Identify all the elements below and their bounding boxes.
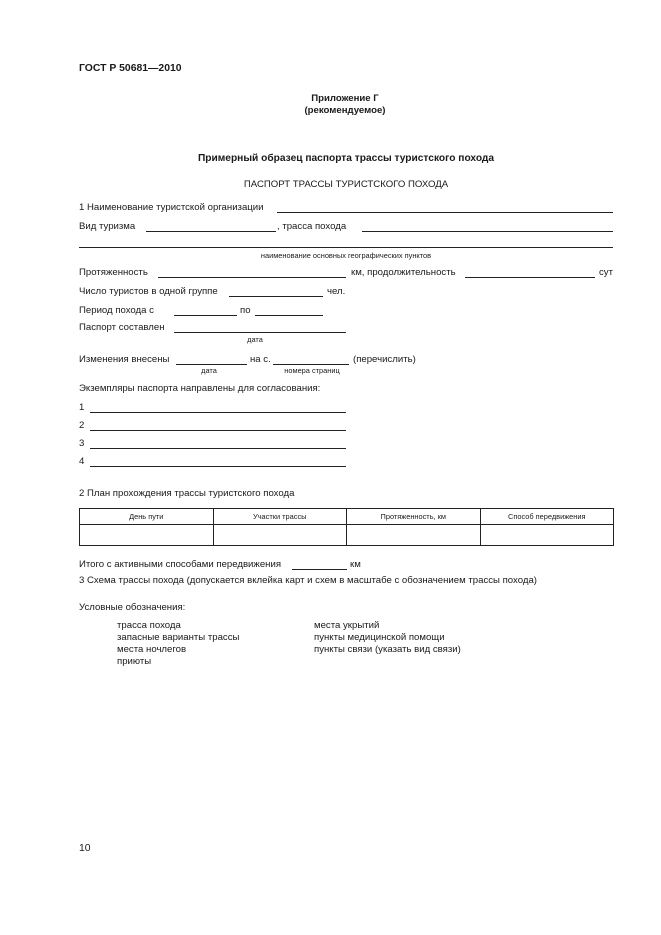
plan-column-header: Протяженность, км xyxy=(347,509,481,525)
legend-item: места ночлегов xyxy=(117,644,187,655)
group-count-label: Число туристов в одной группе xyxy=(79,286,218,297)
tourism-type-label: Вид туризма xyxy=(79,221,136,232)
plan-column-header: Участки трассы xyxy=(213,509,347,525)
plan-cell[interactable] xyxy=(480,525,614,546)
legend-item: места укрытий xyxy=(314,620,380,631)
scheme-title: 3 Схема трассы похода (допускается вклейка карт и схем в масштабе с обозначением трассы похода) xyxy=(79,575,537,586)
period-to-field[interactable] xyxy=(255,315,323,316)
days-label: сут xyxy=(599,267,613,278)
copy-number: 1 xyxy=(79,402,85,413)
copy-number: 4 xyxy=(79,456,85,467)
period-from-field[interactable] xyxy=(174,315,237,316)
km-duration-label: км, продолжительность xyxy=(351,267,456,278)
length-field[interactable] xyxy=(158,277,346,278)
total-label: Итого с активными способами передвижения xyxy=(79,559,282,570)
section-title: Примерный образец паспорта трассы туристского похода xyxy=(197,153,495,164)
plan-column-header: День пути xyxy=(80,509,214,525)
plan-cell[interactable] xyxy=(213,525,347,546)
copy-field[interactable] xyxy=(90,430,346,431)
total-unit: км xyxy=(350,559,361,570)
compiled-date-caption: дата xyxy=(247,335,263,344)
changes-pages-caption: номера страниц xyxy=(284,366,340,375)
route-label: , трасса похода xyxy=(277,221,347,232)
copies-label: Экземпляры паспорта направлены для согласования: xyxy=(79,383,321,394)
appendix-title: Приложение Г xyxy=(311,93,379,104)
copy-field[interactable] xyxy=(90,412,346,413)
legend-item: запасные варианты трассы xyxy=(117,632,240,643)
group-count-field[interactable] xyxy=(229,296,323,297)
plan-cell[interactable] xyxy=(80,525,214,546)
total-field[interactable] xyxy=(292,569,347,570)
plan-column-header: Способ передвижения xyxy=(480,509,614,525)
legend-item: трасса похода xyxy=(117,620,181,631)
copy-field[interactable] xyxy=(90,448,346,449)
plan-table xyxy=(79,508,614,546)
duration-field[interactable] xyxy=(465,277,595,278)
compiled-label: Паспорт составлен xyxy=(79,322,165,333)
legend-item: приюты xyxy=(117,656,152,667)
changes-date-caption: дата xyxy=(201,366,217,375)
plan-title: 2 План прохождения трассы туристского похода xyxy=(79,488,295,499)
persons-label: чел. xyxy=(327,286,346,297)
tourism-type-field[interactable] xyxy=(146,231,276,232)
page-number: 10 xyxy=(79,843,91,854)
geo-points-field[interactable] xyxy=(79,247,613,248)
period-to-label: по xyxy=(240,305,251,316)
legend-title: Условные обозначения: xyxy=(79,602,186,613)
passport-title: ПАСПОРТ ТРАССЫ ТУРИСТСКОГО ПОХОДА xyxy=(243,179,449,190)
route-field[interactable] xyxy=(362,231,613,232)
period-from-label: Период похода с xyxy=(79,305,154,316)
org-label: 1 Наименование туристской организации xyxy=(79,202,264,213)
changes-pages-field[interactable] xyxy=(273,364,349,365)
changes-list-label: (перечислить) xyxy=(353,354,416,365)
changes-label: Изменения внесены xyxy=(79,354,170,365)
plan-header-row xyxy=(80,509,614,525)
copy-number: 3 xyxy=(79,438,85,449)
plan-cell[interactable] xyxy=(347,525,481,546)
geo-caption: наименование основных географических пунктов xyxy=(260,251,432,260)
plan-data-row xyxy=(80,525,614,546)
length-label: Протяженность xyxy=(79,267,148,278)
changes-on-label: на с. xyxy=(250,354,271,365)
compiled-date-field[interactable] xyxy=(174,332,346,333)
appendix-note: (рекомендуемое) xyxy=(304,105,386,116)
standard-number: ГОСТ Р 50681—2010 xyxy=(79,63,182,74)
copy-field[interactable] xyxy=(90,466,346,467)
changes-date-field[interactable] xyxy=(176,364,247,365)
legend-item: пункты связи (указать вид связи) xyxy=(314,644,461,655)
org-field[interactable] xyxy=(277,212,613,213)
legend-item: пункты медицинской помощи xyxy=(314,632,445,643)
copy-number: 2 xyxy=(79,420,85,431)
